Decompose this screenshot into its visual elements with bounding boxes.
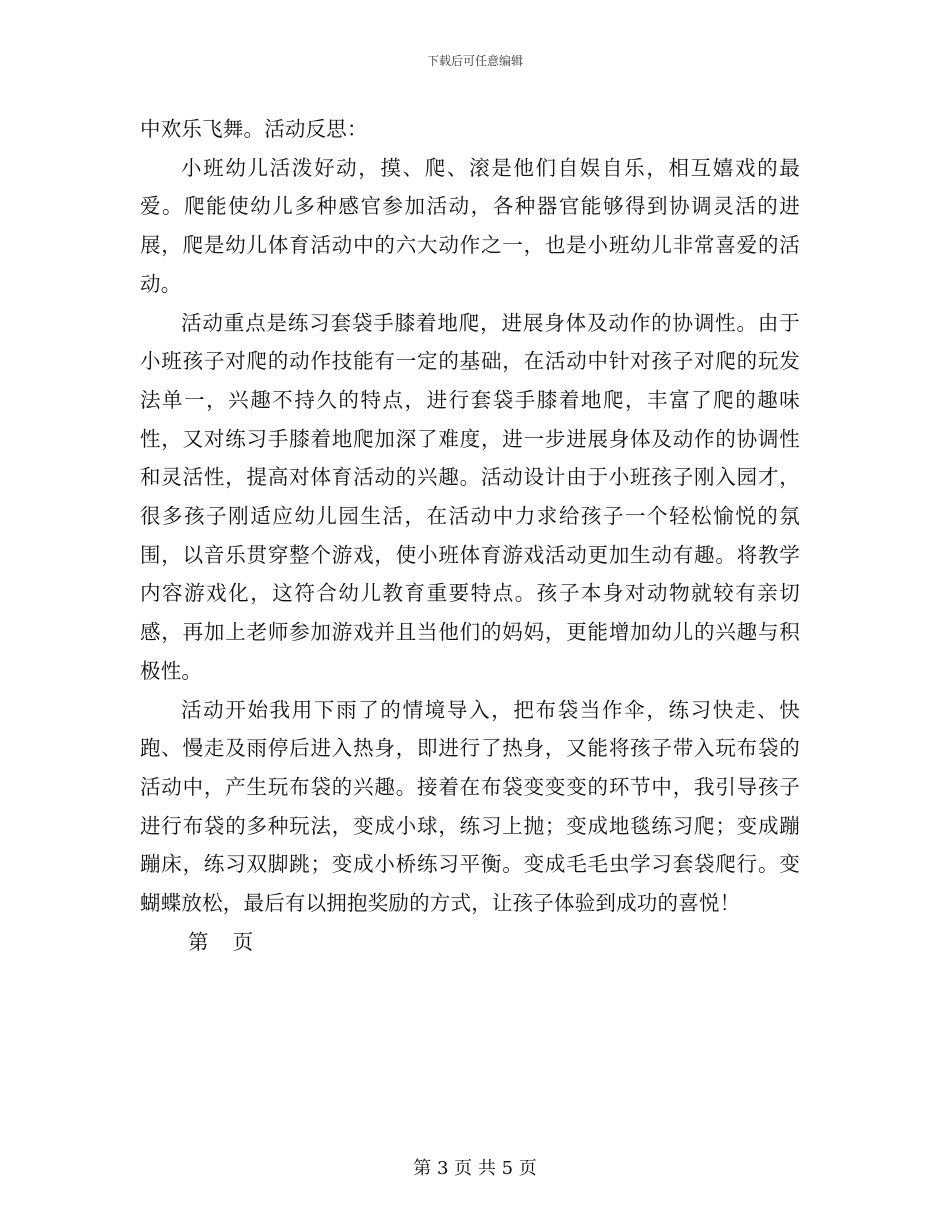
- page-footer: 第 3 页 共 5 页: [413, 1158, 537, 1179]
- paragraph-activity-focus: 活动重点是练习套袋手膝着地爬，进展身体及动作的协调性。由于小班孩子对爬的动作技能有一定的基础，在活动中针对孩子对爬的玩发法单一，兴趣不持久的特点，进行套袋手膝着地爬，丰富了爬的趣味性，又对练习手膝着地爬加深了难度，进一步进展身体及动作的协调性和灵活性，提高对体育活动的兴趣。活动设计由于小班孩子刚入园才，很多孩子刚适应幼儿园生活，在活动中力求给孩子一个轻松愉悦的氛围，以音乐贯穿整个游戏，使小班体育游戏活动更加生动有趣。将教学内容游戏化，这符合幼儿教育重要特点。孩子本身对动物就较有亲切感，再加上老师参加游戏并且当他们的妈妈，更能增加幼儿的兴趣与积极性。: [140, 310, 800, 683]
- paragraph-reflection-intro: 小班幼儿活泼好动，摸、爬、滚是他们自娱自乐，相互嬉戏的最爱。爬能使幼儿多种感官参加活动，各种器官能够得到协调灵活的进展，爬是幼儿体育活动中的六大动作之一，也是小班幼儿非常喜爱的活动。: [140, 155, 800, 296]
- inline-page-label: [140, 923, 800, 962]
- paragraph-continuation: 中欢乐飞舞。活动反思：: [140, 117, 368, 141]
- inline-page-label-right: 页: [232, 929, 254, 954]
- inline-page-label-left: 第: [188, 929, 209, 954]
- paragraph-activity-process: 活动开始我用下雨了的情境导入，把布袋当作伞，练习快走、快跑、慢走及雨停后进入热身，即进行了热身，又能将孩子带入玩布袋的活动中，产生玩布袋的兴趣。接着在布袋变变变的环节中，我引导孩子进行布袋的多种玩法，变成小球，练习上抛；变成地毯练习爬；变成蹦蹦床，练习双脚跳；变成小桥练习平衡。变成毛毛虫学习套袋爬行。变蝴蝶放松，最后有以拥抱奖励的方式，让孩子体验到成功的喜悦！: [140, 697, 800, 916]
- page-header: 下载后可任意编辑: [426, 54, 523, 68]
- document-body: [140, 110, 800, 961]
